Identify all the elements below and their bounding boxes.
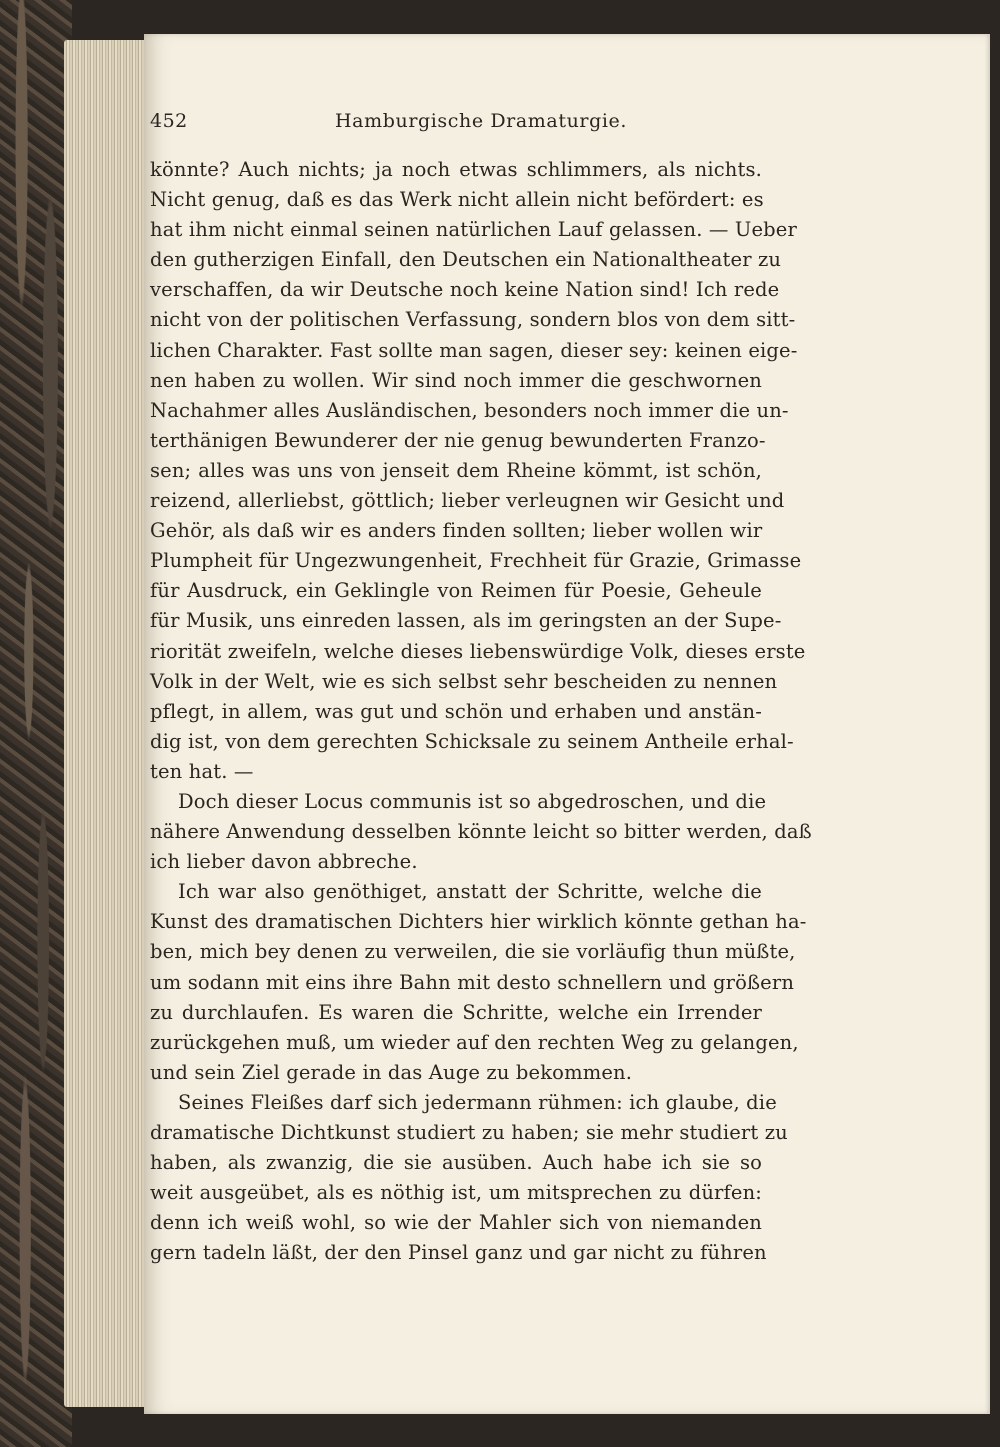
text-line: Nachahmer alles Ausländischen, besonders noch immer die un- <box>150 398 789 422</box>
text-line: haben, als zwanzig, die sie ausüben. Auch habe ich sie so <box>150 1151 762 1175</box>
text-line: denn ich weiß wohl, so wie der Mahler sich von niemanden <box>150 1211 762 1235</box>
text-line: nähere Anwendung desselben könnte leicht so bitter werden, daß <box>150 820 812 844</box>
text-line: verschaffen, da wir Deutsche noch keine Nation sind! Ich rede <box>150 278 780 302</box>
text-line: den gutherzigen Einfall, den Deutschen ein Nationaltheater zu <box>150 248 782 272</box>
text-line: für Musik, uns einreden lassen, als im geringsten an der Supe- <box>150 609 782 633</box>
text-line: riorität zweifeln, welche dieses liebenswürdige Volk, dieses erste <box>150 639 806 663</box>
text-line: Doch dieser Locus communis ist so abgedroschen, und die <box>178 789 767 813</box>
running-head <box>150 110 710 140</box>
page-edges <box>64 40 144 1407</box>
text-line: nen haben zu wollen. Wir sind noch immer die geschwornen <box>150 368 762 392</box>
text-line: nicht von der politischen Verfassung, sondern blos von dem sitt- <box>150 308 796 332</box>
text-line: dig ist, von dem gerechten Schicksale zu seinem Antheile erhal- <box>150 729 794 753</box>
text-line: lichen Charakter. Fast sollte man sagen, dieser sey: keinen eige- <box>150 338 798 362</box>
text-line: Volk in der Welt, wie es sich selbst sehr bescheiden zu nennen <box>150 669 778 693</box>
text-line: und sein Ziel gerade in das Auge zu bekommen. <box>150 1060 633 1084</box>
text-line: sen; alles was uns von jenseit dem Rheine kömmt, ist schön, <box>150 458 762 482</box>
text-block <box>150 155 812 1268</box>
text-line: zu durchlaufen. Es waren die Schritte, welche ein Irrender <box>150 1000 762 1024</box>
text-line: Gehör, als daß wir es anders finden sollten; lieber wollen wir <box>150 519 763 543</box>
text-line: Plumpheit für Ungezwungenheit, Frechheit für Grazie, Grimasse <box>150 549 802 573</box>
text-line: weit ausgeübet, als es nöthig ist, um mitsprechen zu dürfen: <box>150 1181 762 1205</box>
page-number: 452 <box>150 110 188 132</box>
running-title: Hamburgische Dramaturgie. <box>335 110 628 132</box>
text-line: ich lieber davon abbreche. <box>150 850 418 874</box>
text-line: könnte? Auch nichts; ja noch etwas schlimmers, als nichts. <box>150 158 762 181</box>
text-line: gern tadeln läßt, der den Pinsel ganz und gar nicht zu führen <box>150 1241 767 1265</box>
text-line: ben, mich bey denen zu verweilen, die sie vorläufig thun müßte, <box>150 940 796 964</box>
marbled-cover-board <box>0 0 72 1447</box>
text-line: zurückgehen muß, um wieder auf den rechten Weg zu gelangen, <box>150 1030 799 1054</box>
text-line: hat ihm nicht einmal seinen natürlichen Lauf gelassen. — Ueber <box>150 218 797 242</box>
text-line: dramatische Dichtkunst studiert zu haben; sie mehr studiert zu <box>150 1121 788 1144</box>
text-line: ten hat. — <box>150 759 254 783</box>
text-line: Ich war also genöthiget, anstatt der Schritte, welche die <box>178 880 762 904</box>
text-line: Nicht genug, daß es das Werk nicht allein nicht befördert: es <box>150 188 764 212</box>
text-line: für Ausdruck, ein Geklingle von Reimen für Poesie, Geheule <box>150 579 762 603</box>
text-line: um sodann mit eins ihre Bahn mit desto schnellern und größern <box>150 970 795 994</box>
text-line: terthänigen Bewunderer der nie genug bewunderten Franzo- <box>150 428 766 452</box>
text-line: pflegt, in allem, was gut und schön und erhaben und anstän- <box>150 699 762 723</box>
text-line: Seines Fleißes darf sich jedermann rühmen: ich glaube, die <box>178 1090 777 1114</box>
text-line: Kunst des dramatischen Dichters hier wirklich könnte gethan ha- <box>150 910 807 934</box>
text-line: reizend, allerliebst, göttlich; lieber verleugnen wir Gesicht und <box>150 489 785 513</box>
